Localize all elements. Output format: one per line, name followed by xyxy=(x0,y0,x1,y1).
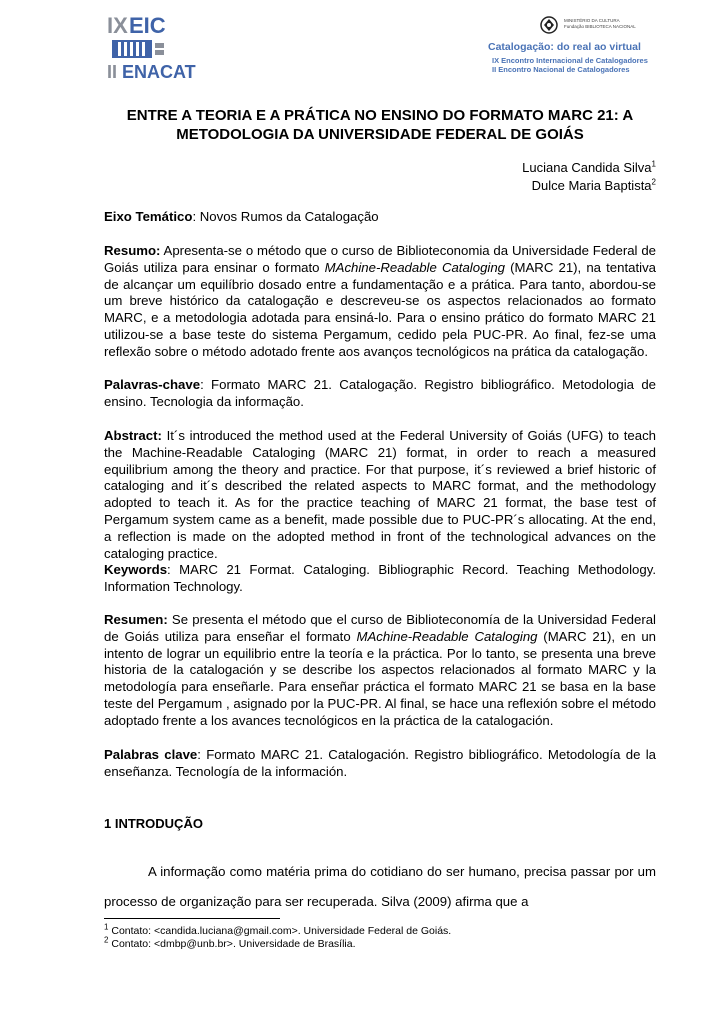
author-entry xyxy=(522,177,656,195)
resumo-text-b: (MARC 21), na tentativa de alcançar um equilíbrio dosado entre a fundamentação e a prática. Para tanto, abordou-se um breve histórico da catalogação e descreveu-se os aspectos relacionados ao formato MARC, e a metodologia adotada para ensiná-lo. Para o ensino prático do formato MARC 21 utilizou-se a base teste do sistema Pergamum, cedido pela PUC-PR. Ao final, fez-se uma reflexão sobre o método adotado frente aos avanços tecnológicos na prática da catalogação. xyxy=(104,259,656,359)
resumo-label: Resumo: xyxy=(104,243,161,258)
ministry-line-2: Fundação BIBLIOTECA NACIONAL xyxy=(564,24,636,29)
abstract-label: Abstract: xyxy=(104,428,162,443)
abstract-paragraph xyxy=(104,428,656,562)
palavras-chave-text: : Formato MARC 21. Catalogação. Registro bibliográfico. Metodologia de ensino. Tecnologia da informação. xyxy=(104,377,656,409)
thematic-axis-text: : Novos Rumos da Catalogação xyxy=(192,209,379,224)
logo-word-top: EIC xyxy=(129,13,166,38)
author-footnote-ref: 1 xyxy=(651,159,656,169)
event-tagline: Catalogação: do real ao virtual xyxy=(488,41,641,53)
footnote xyxy=(104,922,452,938)
event-line-2: II Encontro Nacional de Catalogadores xyxy=(492,65,630,74)
keywords-label: Keywords xyxy=(104,562,168,577)
keywords xyxy=(104,562,656,596)
event-logo xyxy=(107,12,197,82)
palabras-clave-label: Palabras clave xyxy=(104,747,198,762)
author-name: Luciana Candida Silva xyxy=(522,160,652,175)
thematic-axis xyxy=(104,209,656,226)
logo-stripes-mark xyxy=(112,40,164,58)
emblem-icon xyxy=(540,16,558,34)
palabras-clave-text: : Formato MARC 21. Catalogación. Registro bibliográfico. Metodología de la enseñanza. Tecnología de la información. xyxy=(104,747,656,779)
resumo-paragraph xyxy=(104,243,656,361)
author-entry xyxy=(522,159,656,177)
institution-logo xyxy=(540,16,650,36)
logo-roman-bottom: II xyxy=(107,62,118,82)
palabras-clave xyxy=(104,747,656,781)
palavras-chave-label: Palavras-chave xyxy=(104,377,201,392)
resumo-italic-term: MAchine-Readable Cataloging xyxy=(324,259,505,275)
footnote-text: Contato: <candida.luciana@gmail.com>. Universidade Federal de Goiás. xyxy=(108,925,452,937)
author-footnote-ref: 2 xyxy=(651,177,656,187)
resumen-label: Resumen: xyxy=(104,612,168,627)
logo-roman-top: IX xyxy=(107,13,128,38)
resumen-italic-term: MAchine-Readable Cataloging xyxy=(356,628,538,644)
abstract-text: It´s introduced the method used at the Federal University of Goiás (UFG) to teach the Machine-Readable Cataloging (MARC 21) format, in order to reach a measured equilibrium among the theory and practice. For that purpose, it´s reviewed a brief historic of cataloging and it´s described the related aspects to MARC format, and the methodology adopted to teach it. As for the practice teaching of MARC 21 format, the base test of Pergamum system came as a benefit, made possible due to PUC-PR´s allocating. At the end, a reflection is made on the adopted method in front of the technological advances on the cataloging practice. xyxy=(104,428,656,561)
section-heading: 1 INTRODUÇÃO xyxy=(104,816,203,831)
footnote-divider xyxy=(104,918,280,919)
palavras-chave xyxy=(104,377,656,411)
ministry-line-1: MINISTÉRIO DA CULTURA xyxy=(564,18,620,23)
resumen-text-b: (MARC 21), en un intento de lograr un equilibrio entre la teoría e la práctica. Por lo tanto, se presenta una breve historia de la catalogación y se describe los aspectos relacionados al formato MARC y la metodología para enseñarle. Para enseñar práctica el formato MARC 21 se basa en la base teste del Pergamum , asignado por la PUC-PR. Al final, se hace una reflexión sobre el método adoptado frente a los avances tecnológicos en la práctica de la catalogación. xyxy=(104,628,656,728)
resumen-paragraph xyxy=(104,612,656,730)
intro-paragraph: A informação como matéria prima do cotidiano do ser humano, precisa passar por um processo de organização para ser recuperada. Silva (2009) afirma que a xyxy=(104,864,656,909)
footnote-number: 1 xyxy=(104,922,109,932)
author-list xyxy=(522,159,656,195)
keywords-text: : MARC 21 Format. Cataloging. Bibliographic Record. Teaching Methodology. Information Technology. xyxy=(104,562,656,594)
resumen-text-a: Se presenta el método que el curso de Biblioteconomía de la Universidad Federal de Goiás utiliza para enseñar el formato xyxy=(104,612,656,644)
footnote-text: Contato: <dmbp@unb.br>. Universidade de Brasília. xyxy=(108,938,356,950)
footnote xyxy=(104,935,356,951)
resumo-text-a: Apresenta-se o método que o curso de Biblioteconomia da Universidade Federal de Goiás utiliza para ensinar o formato xyxy=(104,243,656,275)
thematic-axis-label: Eixo Temático xyxy=(104,209,193,224)
event-line-1: IX Encontro Internacional de Catalogadores xyxy=(492,56,648,65)
logo-word-bottom: ENACAT xyxy=(122,62,196,82)
paper-title: ENTRE A TEORIA E A PRÁTICA NO ENSINO DO FORMATO MARC 21: A METODOLOGIA DA UNIVERSIDADE FEDERAL DE GOIÁS xyxy=(126,107,634,143)
footnote-number: 2 xyxy=(104,935,109,945)
author-name: Dulce Maria Baptista xyxy=(531,178,652,193)
institution-text xyxy=(564,18,636,30)
